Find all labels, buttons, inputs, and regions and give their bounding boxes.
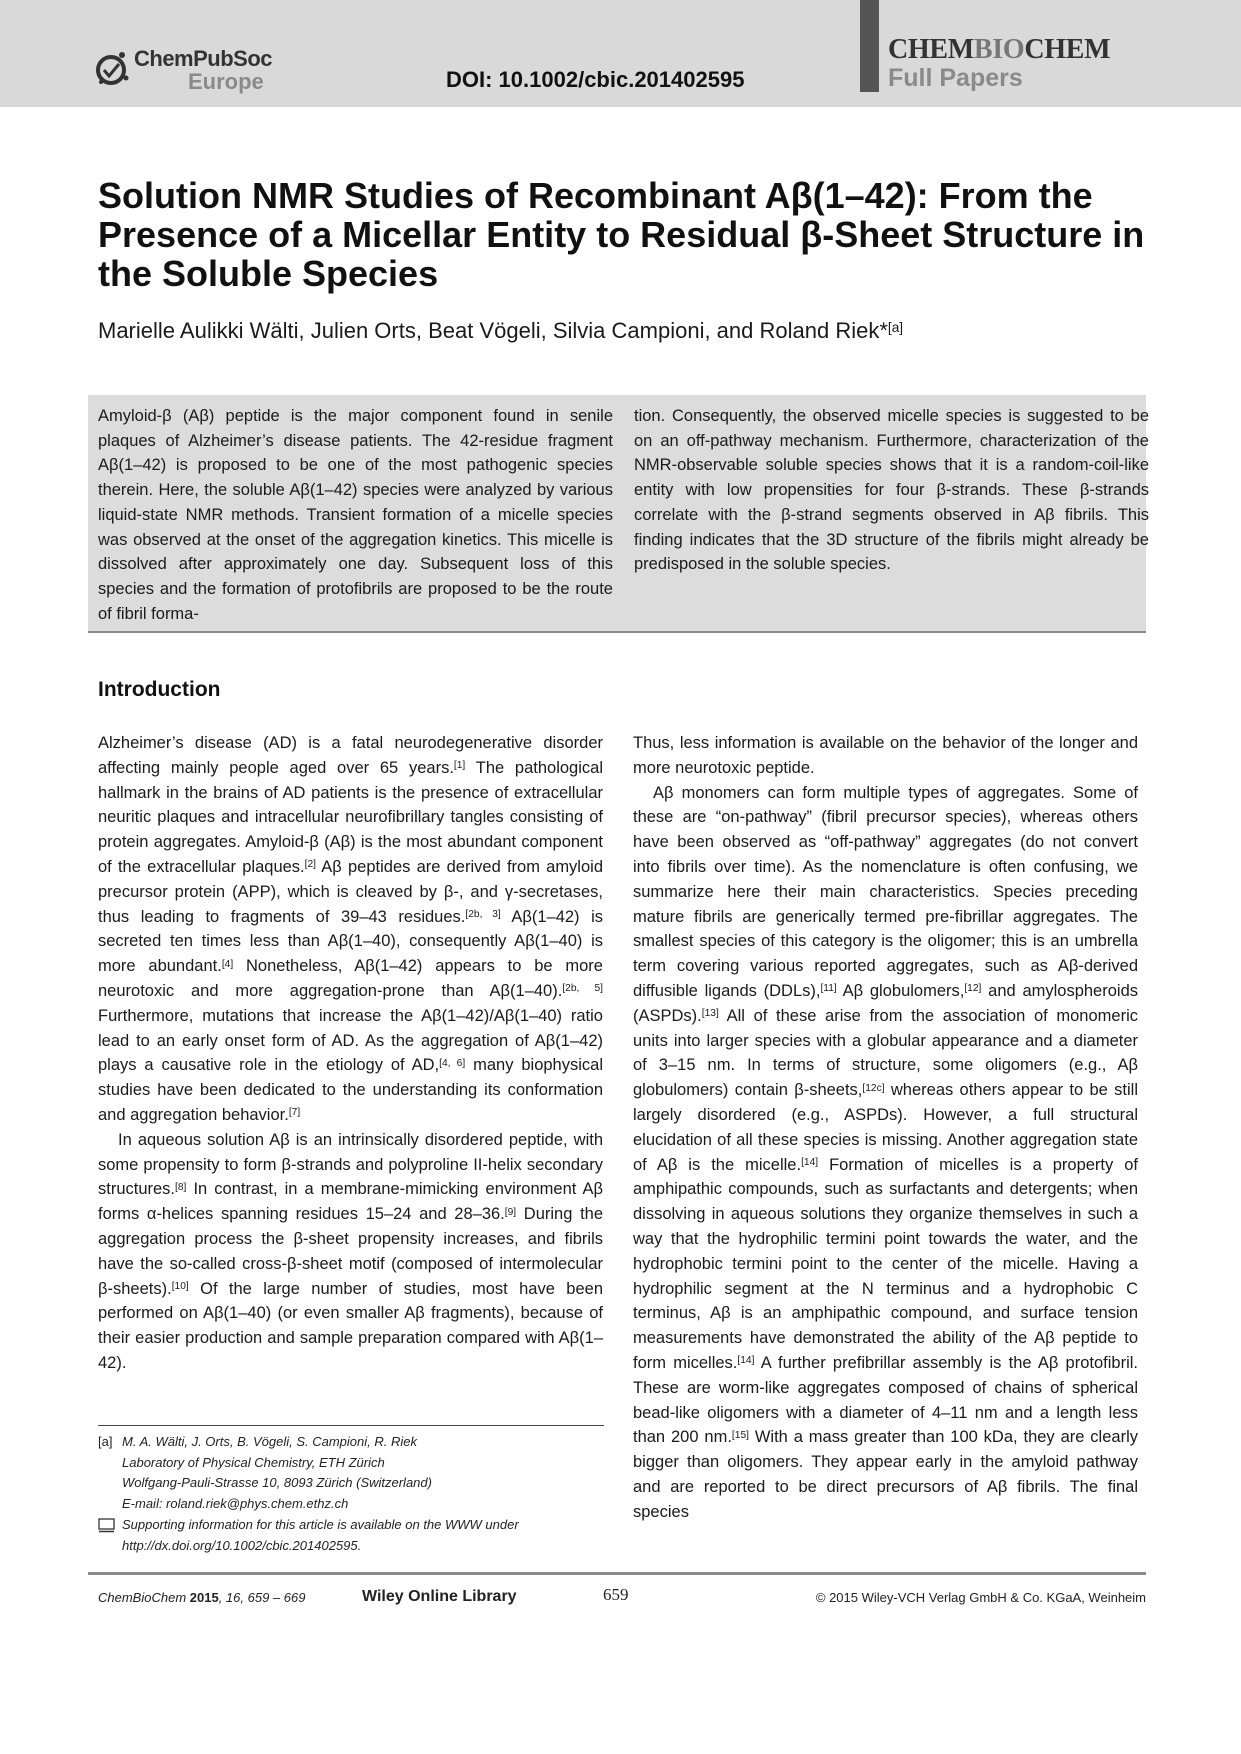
- affiliation-footnote: [98, 1432, 604, 1514]
- body-paragraph: [633, 781, 1138, 1525]
- article-title: Solution NMR Studies of Recombinant Aβ(1–42): From the Presence of a Micellar Entity to Residual β-Sheet Structure in the Soluble Species: [98, 175, 1145, 294]
- journal-name-part1: CHEM: [888, 34, 974, 65]
- citation-ref: [13]: [701, 1008, 719, 1020]
- text-run: Thus, less information is available on the behavior of the longer and more neurotoxic peptide.: [633, 734, 1138, 777]
- body-column-left: [98, 731, 603, 1376]
- citation-ref: [4, 6]: [439, 1057, 466, 1069]
- text-run: Formation of micelles is a property of amphipathic compounds, such as surfactants and detergents; when dissolving in aqueous solutions they organize themselves in such a way that the hydrophilic termini point towards the water, and the hydrophobic termini point to the center of the micelle. Having a hydrophilic segment at the N terminus and a hydrophobic C terminus, Aβ is an amphipathic compound, and surface tension measurements have demonstrated the ability of the Aβ peptide to form micelles.: [633, 1155, 1138, 1372]
- footnote-label: [a]: [98, 1434, 113, 1449]
- text-run: Of the large number of studies, most have been performed on Aβ(1–40) (or even smaller Aβ fragments), because of their easier production and sample preparation compared with Aβ(1–42).: [98, 1279, 603, 1372]
- citation-ref: [2]: [304, 859, 317, 871]
- page-number: 659: [603, 1585, 629, 1604]
- author-list: [98, 318, 903, 344]
- body-paragraph: [98, 731, 603, 1128]
- body-paragraph: [98, 1128, 603, 1376]
- affiliation-mark: [a]: [887, 319, 904, 335]
- text-run: In contrast, in a membrane-mimicking environment Aβ forms α-helices spanning residues 15–24 and 28–36.: [98, 1180, 603, 1224]
- footer-copyright: © 2015 Wiley-VCH Verlag GmbH & Co. KGaA, Weinheim: [815, 1590, 1146, 1605]
- text-run: Aβ(1–42) is secreted ten times less than Aβ(1–40), consequently Aβ(1–40) is more abundant.: [98, 907, 603, 976]
- text-run: Alzheimer’s disease (AD) is a fatal neurodegenerative disorder affecting mainly people aged over 65 years.: [98, 734, 603, 777]
- publisher-region: Europe: [188, 69, 264, 94]
- text-run: Aβ globulomers,: [836, 981, 965, 1000]
- text-run: A further prefibrillar assembly is the Aβ protofibril. These are worm-like aggregates composed of chains of spherical bead-like oligomers with a diameter of 4–11 nm and a length less than 200 nm.: [633, 1353, 1138, 1447]
- journal-name-part2: BIO: [973, 34, 1025, 65]
- footnote-rule: [98, 1425, 604, 1426]
- footer-rule: [88, 1572, 1146, 1575]
- publisher-logo: [96, 46, 296, 96]
- citation-ref: [2b, 5]: [562, 983, 603, 995]
- supporting-info-text: Supporting information for this article is available on the WWW under http://dx.doi.org/10.1002/cbic.201402595.: [122, 1517, 519, 1553]
- computer-monitor-icon: [98, 1518, 115, 1533]
- citation-ref: [14]: [801, 1156, 819, 1168]
- doi: DOI: 10.1002/cbic.201402595: [446, 67, 745, 92]
- citation-ref: [9]: [504, 1206, 517, 1218]
- citation-ref: [7]: [288, 1107, 301, 1119]
- footer-volume-pages: , 16, 659 – 669: [218, 1590, 306, 1605]
- abstract-right: tion. Consequently, the observed micelle species is suggested to be on an off-pathway mechanism. Furthermore, characterization of the NMR-observable soluble species shows that it is a random-coil-like entity with low propensities for four β-strands. These β-strands correlate with the β-strand segments observed in Aβ fibrils. This finding indicates that the 3D structure of the fibrils might already be predisposed in the soluble species.: [634, 407, 1149, 574]
- citation-ref: [4]: [221, 958, 234, 970]
- supporting-info-note: [98, 1515, 604, 1556]
- journal-name-part3: CHEM: [1024, 34, 1111, 65]
- text-run: In aqueous solution Aβ is an intrinsically disordered peptide, with some propensity to form β-strands and polyproline II-helix secondary structures.: [98, 1130, 603, 1199]
- text-run: All of these arise from the association of monomeric units into larger species with a globular appearance and a diameter of 3–15 nm. In terms of structure, some oligomers (e.g., Aβ globulomers) contain β-sheets,: [633, 1006, 1138, 1100]
- text-run: and amylospheroids (ASPDs).: [633, 981, 1138, 1025]
- text-run: many biophysical studies have been dedicated to the understanding its conformation and aggregation behavior.: [98, 1056, 603, 1124]
- text-run: Furthermore, mutations that increase the Aβ(1–42)/Aβ(1–40) ratio lead to an early onset form of AD. As the aggregation of Aβ(1–42) plays a causative role in the etiology of AD,: [98, 1006, 603, 1075]
- text-run: Aβ peptides are derived from amyloid precursor protein (APP), which is cleaved by β-, and γ-secretases, thus leading to fragments of 39–43 residues.: [98, 857, 603, 926]
- citation-ref: [12c]: [862, 1082, 885, 1094]
- footer-year: 2015: [189, 1590, 219, 1605]
- journal-bar: [860, 0, 879, 92]
- article-section: Full Papers: [888, 64, 1023, 92]
- citation-ref: [12]: [964, 983, 982, 995]
- text-run: During the aggregation process the β-sheet propensity increases, and fibrils have the so-called cross-β-sheet motif (composed of intermolecular β-sheets).: [98, 1205, 604, 1298]
- abstract-left: Amyloid-β (Aβ) peptide is the major component found in senile plaques of Alzheimer’s disease patients. The 42-residue fragment Aβ(1–42) is proposed to be one of the most pathogenic species therein. Here, the soluble Aβ(1–42) species were analyzed by various liquid-state NMR methods. Transient formation of a micelle species was observed at the onset of the aggregation kinetics. This micelle is dissolved after approximately one day. Subsequent loss of this species and the formation of protofibrils are proposed to be the route of fibril forma-: [98, 407, 613, 623]
- text-run: With a mass greater than 100 kDa, they are clearly bigger than oligomers. They appear early in the amyloid pathway and are reported to be direct precursors of Aβ fibrils. The final species: [633, 1428, 1138, 1521]
- journal-name: [888, 34, 1110, 66]
- citation-ref: [14]: [737, 1355, 755, 1367]
- section-heading: Introduction: [98, 678, 221, 701]
- footer-library: Wiley Online Library: [362, 1588, 517, 1605]
- citation-ref: [8]: [175, 1181, 187, 1193]
- text-run: Nonetheless, Aβ(1–42) appears to be more neurotoxic and more aggregation-prone than Aβ(1–40).: [98, 957, 603, 1000]
- chempubsoc-logo-icon: [96, 48, 130, 88]
- body-column-right: [633, 731, 1138, 1525]
- citation-ref: [15]: [731, 1429, 749, 1441]
- citation-ref: [1]: [453, 760, 466, 772]
- text-run: whereas others appear to be still largely disordered (e.g., ASPDs). However, a full structural elucidation of all these species is missing. Another aggregation state of Aβ is the micelle.: [633, 1081, 1138, 1174]
- text-run: Aβ monomers can form multiple types of aggregates. Some of these are “on-pathway” (fibril precursor species), whereas others have been observed as “off-pathway” aggregates (do not convert into fibrils over time). As the nomenclature is often confusing, we summarize here their main characteristics. Species preceding mature fibrils are generically termed pre-fibrillar aggregates. The smallest species of this category is the oligomer; this is an umbrella term covering various reported aggregates, such as Aβ-derived diffusible ligands (DDLs),: [633, 783, 1138, 1000]
- footer-citation: [98, 1590, 305, 1605]
- footnote: [98, 1432, 604, 1556]
- footer-journal: ChemBioChem: [98, 1590, 187, 1605]
- citation-ref: [11]: [820, 983, 837, 995]
- authors-text: Marielle Aulikki Wälti, Julien Orts, Beat Vögeli, Silvia Campioni, and Roland Riek*: [98, 318, 888, 343]
- citation-ref: [2b, 3]: [465, 908, 501, 920]
- body-paragraph: [633, 731, 1138, 781]
- citation-ref: [10]: [171, 1280, 189, 1292]
- footnote-text: M. A. Wälti, J. Orts, B. Vögeli, S. Campioni, R. Riek Laboratory of Physical Chemistry, ETH Zürich Wolfgang-Pauli-Strasse 10, 8093 Zürich (Switzerland) E-mail: roland.riek@phys.chem.ethz.ch: [122, 1434, 432, 1511]
- text-run: The pathological hallmark in the brains of AD patients is the presence of extracellular neuritic plaques and intracellular neurofibrillary tangles consisting of protein aggregates. Amyloid-β (Aβ) is the most abundant component of the extracellular plaques.: [98, 758, 603, 876]
- publisher-name: ChemPubSoc: [134, 46, 273, 71]
